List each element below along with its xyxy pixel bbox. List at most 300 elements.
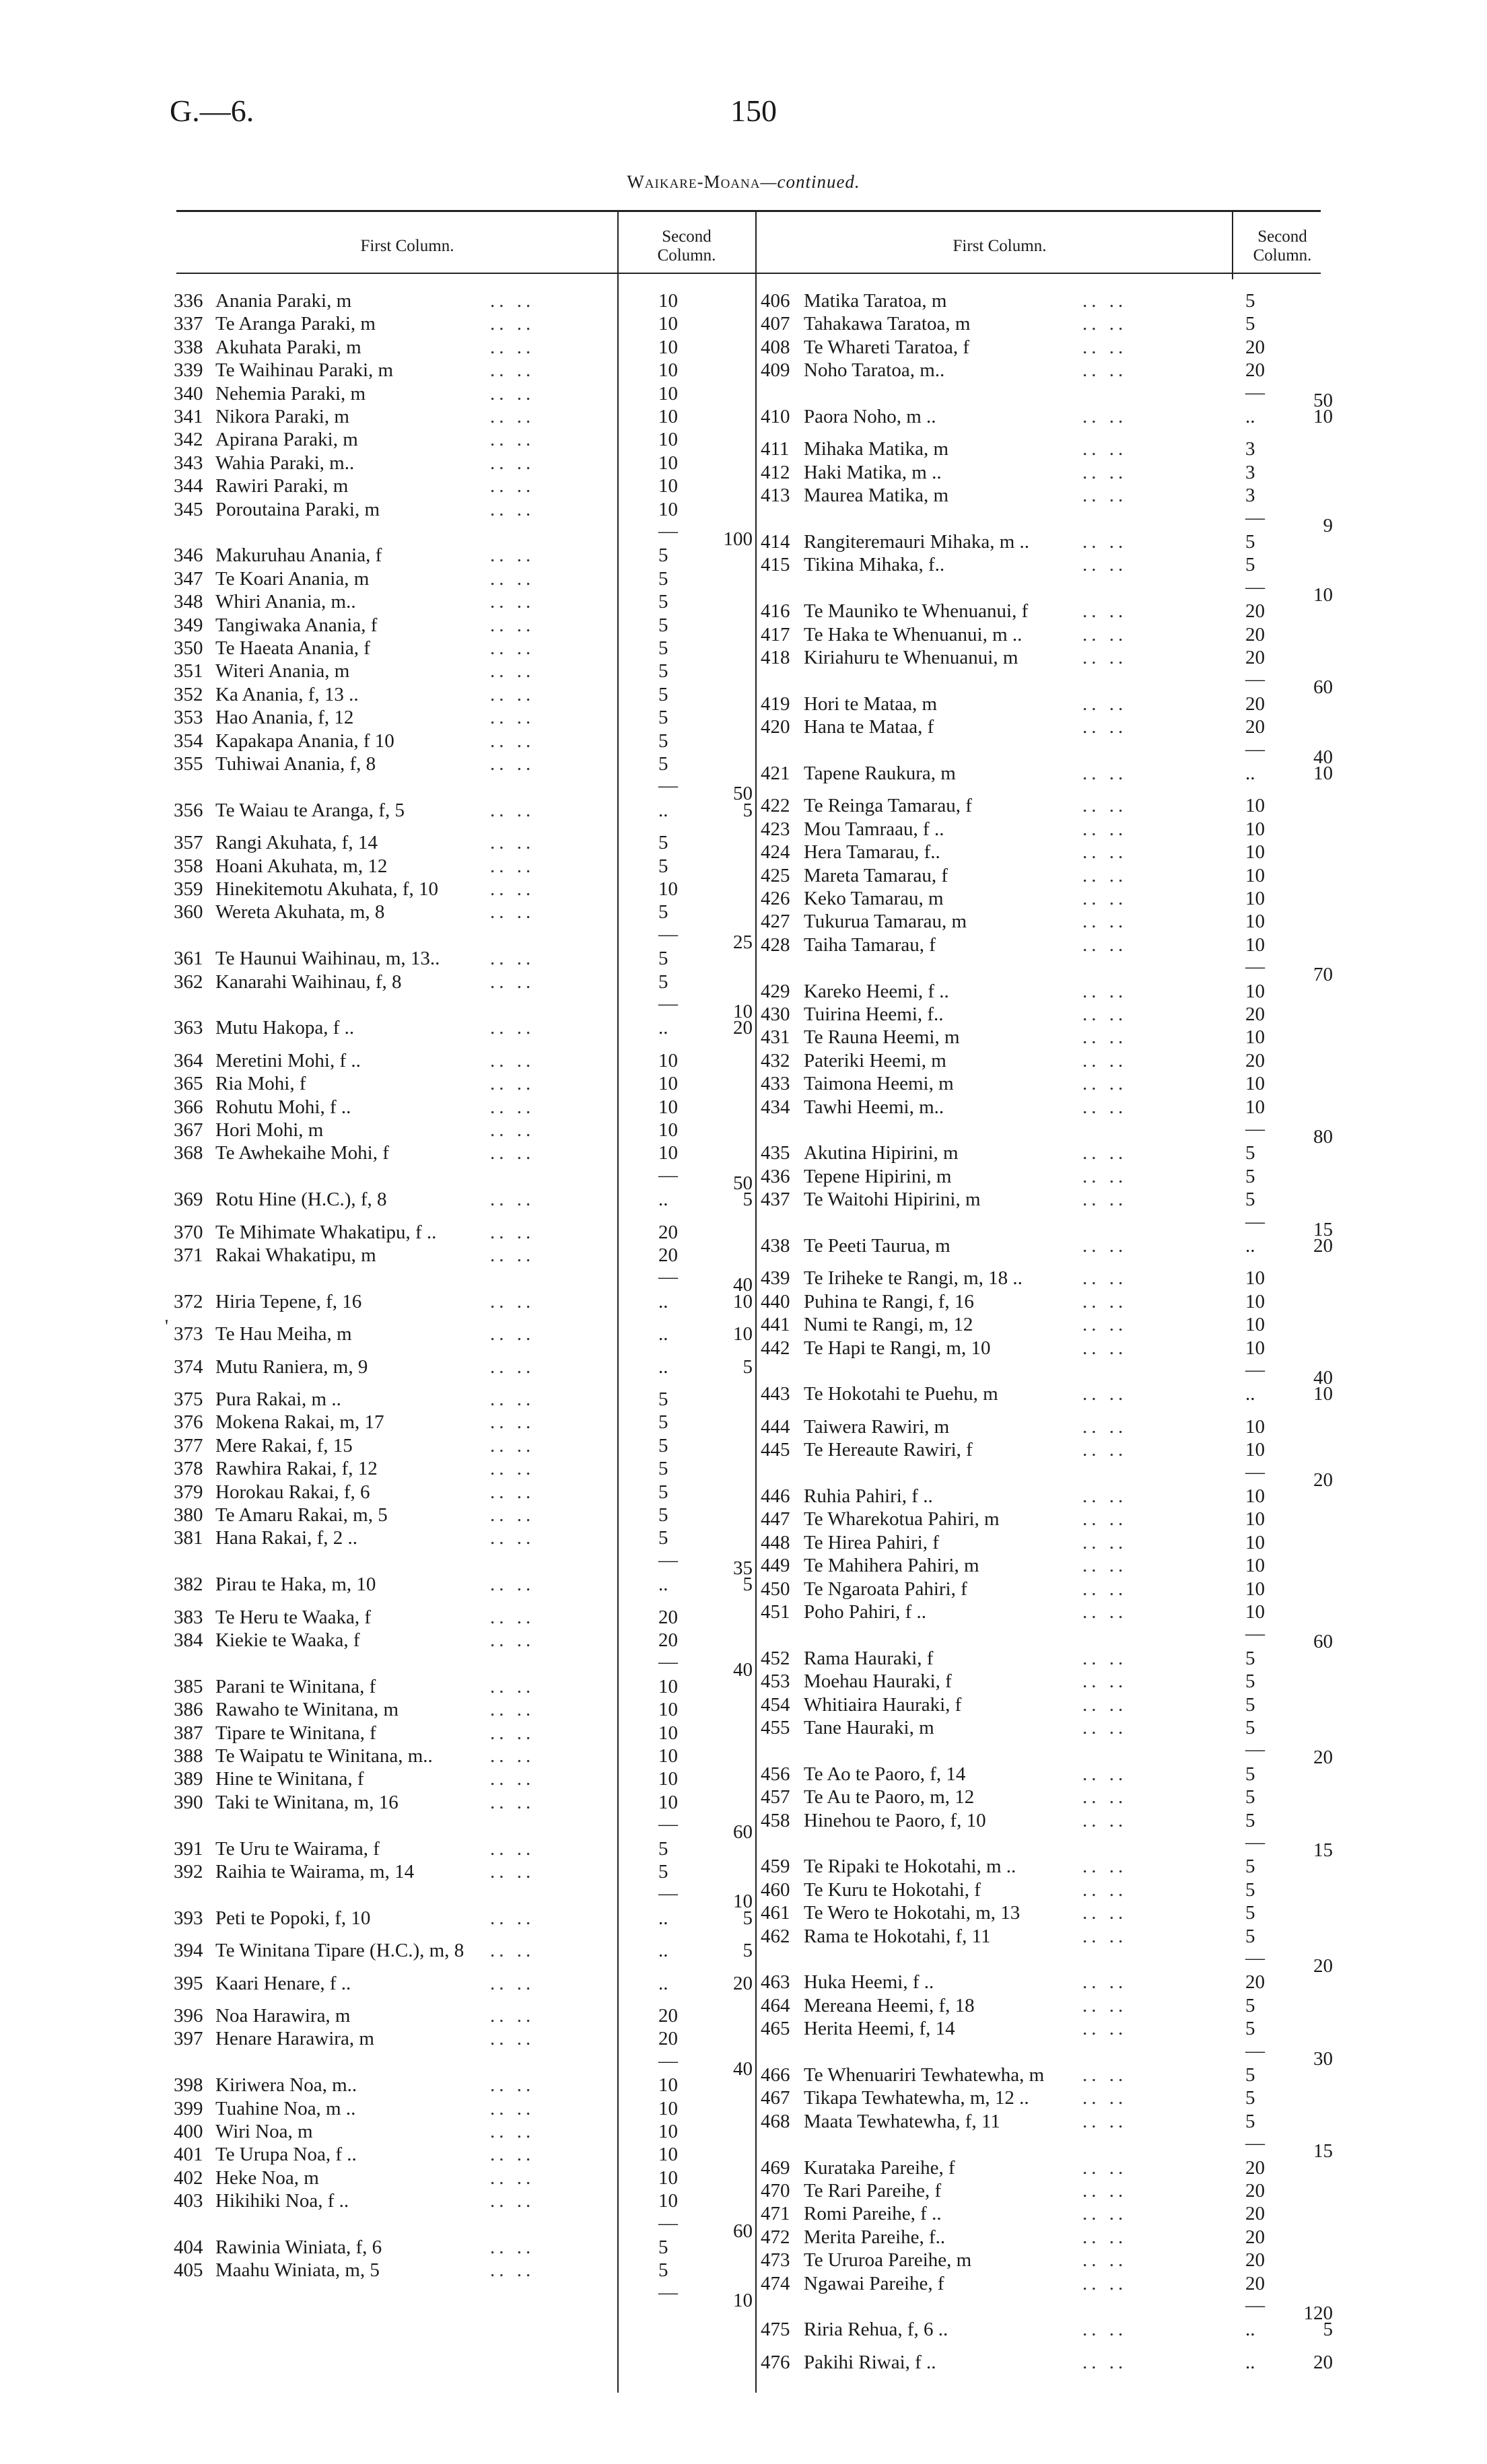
person-name: Mokena Rakai, m, 17 [215, 1411, 384, 1434]
share-amount: .. [658, 1189, 668, 1211]
leader-dots: .. .. [1082, 2203, 1128, 2225]
leader-dots: .. .. [490, 2005, 535, 2027]
share-amount: 10 [1245, 1073, 1265, 1095]
entry-number: 388 [174, 1745, 203, 1767]
leader-dots: .. .. [1082, 2272, 1128, 2294]
leader-dots: .. .. [490, 1527, 535, 1549]
person-name: Maata Tewhatewha, f, 11 [804, 2110, 1000, 2132]
subtotal-dash: — [658, 1266, 678, 1288]
share-amount: 10 [658, 2167, 678, 2189]
table-row [174, 1481, 759, 1504]
person-name: Whitiaira Hauraki, f [804, 1693, 962, 1716]
table-row [761, 1508, 1333, 1530]
leader-dots: .. .. [1082, 1165, 1128, 1187]
person-name: Mareta Tamarau, f [804, 864, 948, 886]
entry-number: 401 [174, 2144, 203, 2166]
person-name: Noa Harawira, m [215, 2005, 351, 2027]
person-name: Rangi Akuhata, f, 14 [215, 832, 378, 854]
leader-dots: .. .. [490, 290, 535, 312]
entry-number: 386 [174, 1699, 203, 1721]
person-name: Mere Rakai, f, 15 [215, 1434, 353, 1456]
subtotal-dash: — [1245, 738, 1265, 760]
leader-dots: .. .. [1082, 1670, 1128, 1693]
entry-number: 397 [174, 2028, 203, 2050]
person-name: Mereana Heemi, f, 18 [804, 1994, 975, 2016]
subtotal-row [761, 1738, 1333, 1769]
person-name: Te Waipatu te Winitana, m.. [215, 1745, 433, 1767]
table-row [174, 2167, 759, 2189]
subtotal-dash: — [1245, 381, 1265, 403]
share-amount: .. [1245, 1235, 1255, 1257]
person-name: Anania Paraki, m [215, 290, 352, 312]
subtotal-row [761, 381, 1333, 411]
entry-number: 439 [761, 1267, 790, 1290]
person-name: Te Hau Meiha, m [215, 1323, 352, 1345]
entry-number: 381 [174, 1527, 203, 1549]
person-name: Henare Harawira, m [215, 2028, 374, 2050]
table-row [761, 1531, 1333, 1554]
subtotal-row [761, 668, 1333, 699]
entry-number: 417 [761, 623, 790, 645]
table-row [174, 2004, 759, 2027]
group-total: 20 [1313, 1469, 1333, 1491]
share-amount: 5 [1245, 2087, 1255, 2109]
table-row [174, 1016, 759, 1039]
second-heading-line-1: Second [662, 227, 712, 246]
table-row [174, 660, 759, 682]
table-row [174, 382, 759, 405]
group-total: 10 [733, 2289, 753, 2311]
leader-dots: .. .. [1082, 2064, 1128, 2086]
share-amount: 5 [1245, 2064, 1255, 2086]
person-name: Haki Matika, m .. [804, 461, 942, 483]
subtotal-dash: — [658, 1164, 678, 1186]
share-amount: 20 [1245, 2180, 1265, 2202]
table-row [174, 1791, 759, 1814]
table-row [174, 1323, 759, 1345]
subtotal-dash: — [658, 2049, 678, 2072]
table-row [174, 1356, 759, 1378]
share-amount: 10 [1245, 841, 1265, 864]
leader-dots: .. .. [1082, 1026, 1128, 1049]
group-total: 40 [1313, 746, 1333, 768]
leader-dots: .. .. [490, 878, 535, 900]
leader-dots: .. .. [1082, 1096, 1128, 1118]
leader-dots: .. .. [490, 901, 535, 923]
group-total: 15 [1313, 1218, 1333, 1240]
entry-number: 443 [761, 1383, 790, 1405]
table-row [761, 1438, 1333, 1461]
table-row [761, 600, 1333, 623]
leader-dots: .. .. [1082, 2180, 1128, 2202]
group-total: 40 [733, 1274, 753, 1296]
share-amount: 10 [1245, 888, 1265, 909]
entry-number: 377 [174, 1434, 203, 1456]
leader-dots: .. .. [1082, 1555, 1128, 1577]
entry-number: 367 [174, 1119, 203, 1141]
table-row [174, 614, 759, 637]
leader-dots: .. .. [490, 498, 535, 520]
table-row [761, 1994, 1333, 2017]
subtotal-row [761, 1118, 1333, 1148]
share-amount: 5 [658, 971, 668, 993]
leader-dots: .. .. [490, 799, 535, 821]
entry-number: 404 [174, 2237, 203, 2258]
group-total: 60 [733, 1821, 753, 1843]
group-total: 120 [1303, 2302, 1333, 2324]
entry-number: 450 [761, 1578, 790, 1600]
table-row [761, 2086, 1333, 2109]
group-total: 5 [742, 1907, 753, 1929]
table-row [761, 1337, 1333, 1360]
share-amount: 20 [1245, 2156, 1265, 2179]
person-name: Romi Pareihe, f .. [804, 2203, 942, 2225]
table-row [174, 683, 759, 706]
person-name: Te Waitohi Hipirini, m [804, 1189, 981, 1211]
share-amount: 10 [658, 382, 678, 404]
share-amount: 5 [658, 753, 668, 775]
entry-number: 364 [174, 1049, 203, 1071]
person-name: Te Wero te Hokotahi, m, 13 [804, 1902, 1021, 1924]
share-amount: 3 [1245, 461, 1255, 483]
group-total: 9 [1323, 514, 1333, 536]
leader-dots: .. .. [490, 1142, 535, 1164]
subtotal-dash: — [1245, 1359, 1265, 1380]
person-name: Tuahine Noa, m .. [215, 2097, 356, 2119]
subtotal-row [174, 775, 759, 805]
share-amount: 20 [1245, 693, 1265, 715]
person-name: Pakihi Riwai, f .. [804, 2351, 936, 2373]
leader-dots: .. .. [1082, 1383, 1128, 1405]
leader-dots: .. .. [490, 2190, 535, 2212]
subtotal-dash: — [1245, 575, 1265, 598]
subtotal-dash: — [1245, 1118, 1265, 1139]
table-row [761, 1049, 1333, 1072]
person-name: Hori Mohi, m [215, 1119, 324, 1141]
entry-number: 473 [761, 2249, 790, 2272]
person-name: Te Koari Anania, m [215, 567, 370, 590]
entry-number: 437 [761, 1189, 790, 1211]
person-name: Mutu Raniera, m, 9 [215, 1356, 368, 1378]
leader-dots: .. .. [490, 475, 535, 497]
entry-number: 466 [761, 2064, 790, 2086]
table-row [174, 1290, 759, 1313]
person-name: Rangiteremauri Mihaka, m .. [804, 531, 1030, 553]
group-total: 20 [733, 1972, 753, 1994]
table-row [761, 1026, 1333, 1049]
leader-dots: .. .. [1082, 1290, 1128, 1312]
table-row [174, 359, 759, 382]
second-heading-line-2: Column. [1253, 246, 1312, 265]
entry-number: 378 [174, 1458, 203, 1480]
entry-number: 370 [174, 1221, 203, 1243]
share-amount: 5 [658, 2259, 668, 2282]
table-row [761, 2318, 1333, 2341]
leader-dots: .. .. [1082, 461, 1128, 483]
share-amount: 10 [658, 1791, 678, 1813]
leader-dots: .. .. [490, 2028, 535, 2050]
person-name: Rawaho te Winitana, m [215, 1699, 399, 1721]
entry-number: 380 [174, 1504, 203, 1526]
leader-dots: .. .. [490, 1356, 535, 1378]
table-row [761, 1670, 1333, 1693]
leader-dots: .. .. [490, 1745, 535, 1767]
person-name: Poho Pahiri, f .. [804, 1601, 927, 1623]
entry-number: 343 [174, 452, 203, 474]
leader-dots: .. .. [1082, 2018, 1128, 2040]
group-total: 10 [733, 1323, 753, 1345]
entry-number: 463 [761, 1971, 790, 1994]
table-row [174, 474, 759, 497]
entry-number: 431 [761, 1026, 790, 1049]
share-amount: 10 [1245, 911, 1265, 933]
table-row [174, 312, 759, 335]
leader-dots: .. .. [1082, 647, 1128, 668]
person-name: Ria Mohi, f [215, 1073, 306, 1095]
subtotal-dash: — [658, 993, 678, 1014]
leader-dots: .. .. [1082, 336, 1128, 358]
person-name: Nikora Paraki, m [215, 406, 349, 427]
table-row [761, 934, 1333, 956]
group-total: 20 [1313, 1747, 1333, 1769]
entry-number: 455 [761, 1717, 790, 1738]
subtotal-dash: — [658, 1882, 678, 1905]
entry-number: 462 [761, 1925, 790, 1947]
entry-number: 428 [761, 934, 790, 956]
person-name: Riria Rehua, f, 6 .. [804, 2319, 948, 2341]
share-amount: 10 [1245, 1555, 1265, 1577]
entry-number: 393 [174, 1907, 203, 1929]
leader-dots: .. .. [490, 2074, 535, 2097]
entry-number: 391 [174, 1837, 203, 1860]
leader-dots: .. .. [1082, 1809, 1128, 1831]
entry-number: 336 [174, 290, 203, 312]
leader-dots: .. .. [1082, 1717, 1128, 1738]
group-total: 5 [742, 1574, 753, 1596]
leader-dots: .. .. [490, 336, 535, 358]
leader-dots: .. .. [1082, 716, 1128, 738]
leader-dots: .. .. [1082, 2319, 1128, 2341]
table-row [174, 1606, 759, 1629]
entry-number: 390 [174, 1791, 203, 1813]
group-total: 10 [733, 1290, 753, 1312]
person-name: Ngawai Pareihe, f [804, 2272, 944, 2294]
person-name: Hana te Mataa, f [804, 716, 934, 738]
table-row [761, 864, 1333, 887]
leader-dots: .. .. [1082, 2156, 1128, 2179]
share-amount: 5 [1245, 290, 1255, 312]
share-amount: 10 [658, 2190, 678, 2212]
share-amount: 5 [658, 614, 668, 636]
person-name: Te Haeata Anania, f [215, 637, 370, 659]
entry-number: 454 [761, 1693, 790, 1716]
entry-number: 471 [761, 2203, 790, 2225]
share-amount: 5 [658, 901, 668, 923]
entry-number: 418 [761, 647, 790, 668]
person-name: Tane Hauraki, m [804, 1717, 934, 1738]
share-amount: 10 [1245, 1578, 1265, 1600]
entry-number: 337 [174, 313, 203, 335]
leader-dots: .. .. [490, 1722, 535, 1744]
entry-number: 355 [174, 753, 203, 775]
group-total: 100 [723, 528, 753, 550]
table-row [174, 1244, 759, 1267]
table-top-rule [176, 210, 1321, 212]
table-row [761, 1578, 1333, 1600]
entry-number: 384 [174, 1629, 203, 1651]
share-amount: 5 [1245, 1856, 1255, 1878]
table-row [761, 2064, 1333, 2086]
share-amount: 5 [1245, 1717, 1255, 1738]
subtotal-row [174, 1813, 759, 1843]
entry-number: 382 [174, 1574, 203, 1596]
subtotal-row [174, 1882, 759, 1913]
leader-dots: .. .. [490, 1119, 535, 1141]
entry-number: 453 [761, 1670, 790, 1693]
entry-number: 371 [174, 1244, 203, 1266]
share-amount: 10 [1245, 795, 1265, 817]
table-row [174, 1504, 759, 1526]
person-name: Kurataka Pareihe, f [804, 2156, 955, 2179]
entry-number: 451 [761, 1601, 790, 1623]
group-total: 40 [733, 2057, 753, 2080]
person-name: Ka Anania, f, 13 .. [215, 683, 359, 705]
entry-number: 456 [761, 1763, 790, 1785]
table-row [174, 336, 759, 359]
table-row [761, 2179, 1333, 2202]
person-name: Te Ripaki te Hokotahi, m .. [804, 1856, 1016, 1878]
share-amount: 5 [658, 832, 668, 854]
table-row [761, 461, 1333, 484]
table-row [761, 1600, 1333, 1623]
person-name: Kiriahuru te Whenuanui, m [804, 647, 1018, 668]
subtotal-row [174, 1266, 759, 1296]
person-name: Kiekie te Waaka, f [215, 1629, 360, 1651]
entry-number: 373 [174, 1323, 203, 1345]
share-amount: .. [658, 1940, 668, 1962]
share-amount: 10 [1245, 1026, 1265, 1049]
share-amount: 20 [1245, 2203, 1265, 2225]
person-name: Rama te Hokotahi, f, 11 [804, 1925, 991, 1947]
leader-dots: .. .. [1082, 1902, 1128, 1924]
share-amount: 10 [1245, 1439, 1265, 1461]
person-name: Te Mihimate Whakatipu, f .. [215, 1221, 437, 1243]
subtotal-dash: — [1245, 668, 1265, 691]
share-amount: 20 [1245, 359, 1265, 382]
subtitle-continued: —continued. [760, 172, 860, 192]
entry-number: 464 [761, 1994, 790, 2016]
person-name: Merita Pareihe, f.. [804, 2226, 946, 2248]
table-row [174, 544, 759, 567]
subtotal-dash: — [1245, 2132, 1265, 2154]
table-row [174, 1434, 759, 1457]
table-row [761, 818, 1333, 841]
table-row [174, 2189, 759, 2212]
share-amount: 10 [658, 1675, 678, 1697]
table-row [761, 2110, 1333, 2133]
leader-dots: .. .. [490, 1791, 535, 1813]
person-name: Akutina Hipirini, m [804, 1142, 959, 1164]
table-row [761, 289, 1333, 312]
subtotal-dash: — [1245, 2039, 1265, 2062]
leader-dots: .. .. [1082, 1601, 1128, 1623]
group-total: 10 [1313, 406, 1333, 427]
subtitle-main: Waikare-Moana [627, 172, 761, 192]
entry-number: 389 [174, 1768, 203, 1790]
subtotal-row [174, 1549, 759, 1579]
subtotal-row [761, 738, 1333, 768]
leader-dots: .. .. [490, 1574, 535, 1596]
entry-number: 394 [174, 1940, 203, 1962]
table-row [761, 1693, 1333, 1716]
subtotal-row [174, 2212, 759, 2242]
share-amount: 5 [1245, 1165, 1255, 1187]
entry-number: 468 [761, 2110, 790, 2132]
entry-number: 369 [174, 1189, 203, 1211]
subtotal-dash: — [658, 775, 678, 797]
person-name: Te Mauniko te Whenuanui, f [804, 600, 1029, 623]
share-amount: 5 [658, 660, 668, 682]
share-amount: 5 [1245, 1902, 1255, 1924]
table-row [761, 910, 1333, 933]
share-amount: 10 [658, 498, 678, 520]
group-total: 10 [733, 1001, 753, 1022]
table-row [174, 405, 759, 428]
person-name: Puhina te Rangi, f, 16 [804, 1290, 974, 1312]
entry-number: 352 [174, 683, 203, 705]
table-row [174, 1411, 759, 1434]
person-name: Te Urupa Noa, f .. [215, 2144, 357, 2166]
leader-dots: .. .. [1082, 1878, 1128, 1901]
share-amount: 10 [658, 1119, 678, 1141]
right-first-column-heading: First Column. [953, 237, 1047, 255]
leader-dots: .. .. [1082, 934, 1128, 956]
table-row [761, 841, 1333, 864]
entry-number: 363 [174, 1017, 203, 1039]
group-total: 30 [1313, 2047, 1333, 2070]
person-name: Te Hokotahi te Puehu, m [804, 1383, 998, 1405]
table-row [174, 1939, 759, 1962]
person-name: Rakai Whakatipu, m [215, 1244, 376, 1266]
group-total: 10 [1313, 1383, 1333, 1405]
table-row [174, 2236, 759, 2259]
leader-dots: .. .. [1082, 980, 1128, 1002]
leader-dots: .. .. [490, 1017, 535, 1039]
group-total: 5 [1323, 2319, 1333, 2341]
group-total: 35 [733, 1557, 753, 1579]
share-amount: 20 [1245, 1049, 1265, 1071]
person-name: Kaari Henare, f .. [215, 1972, 351, 1994]
table-row [761, 1072, 1333, 1095]
share-amount: 10 [658, 1768, 678, 1790]
subtotal-dash: — [1245, 1623, 1265, 1645]
group-total: 50 [733, 1172, 753, 1194]
leader-dots: .. .. [490, 1434, 535, 1456]
series-code: G.—6. [170, 94, 254, 128]
leader-dots: .. .. [490, 1221, 535, 1243]
leader-dots: .. .. [490, 753, 535, 775]
person-name: Tikapa Tewhatewha, m, 12 .. [804, 2087, 1029, 2109]
share-amount: 10 [1245, 864, 1265, 886]
share-amount: 10 [1245, 818, 1265, 840]
leader-dots: .. .. [1082, 1142, 1128, 1164]
group-total: 15 [1313, 2140, 1333, 2162]
subtotal-row [174, 1651, 759, 1681]
entry-number: 383 [174, 1606, 203, 1628]
leader-dots: .. .. [490, 1940, 535, 1962]
table-row [761, 1925, 1333, 1948]
group-total: 5 [742, 1189, 753, 1211]
